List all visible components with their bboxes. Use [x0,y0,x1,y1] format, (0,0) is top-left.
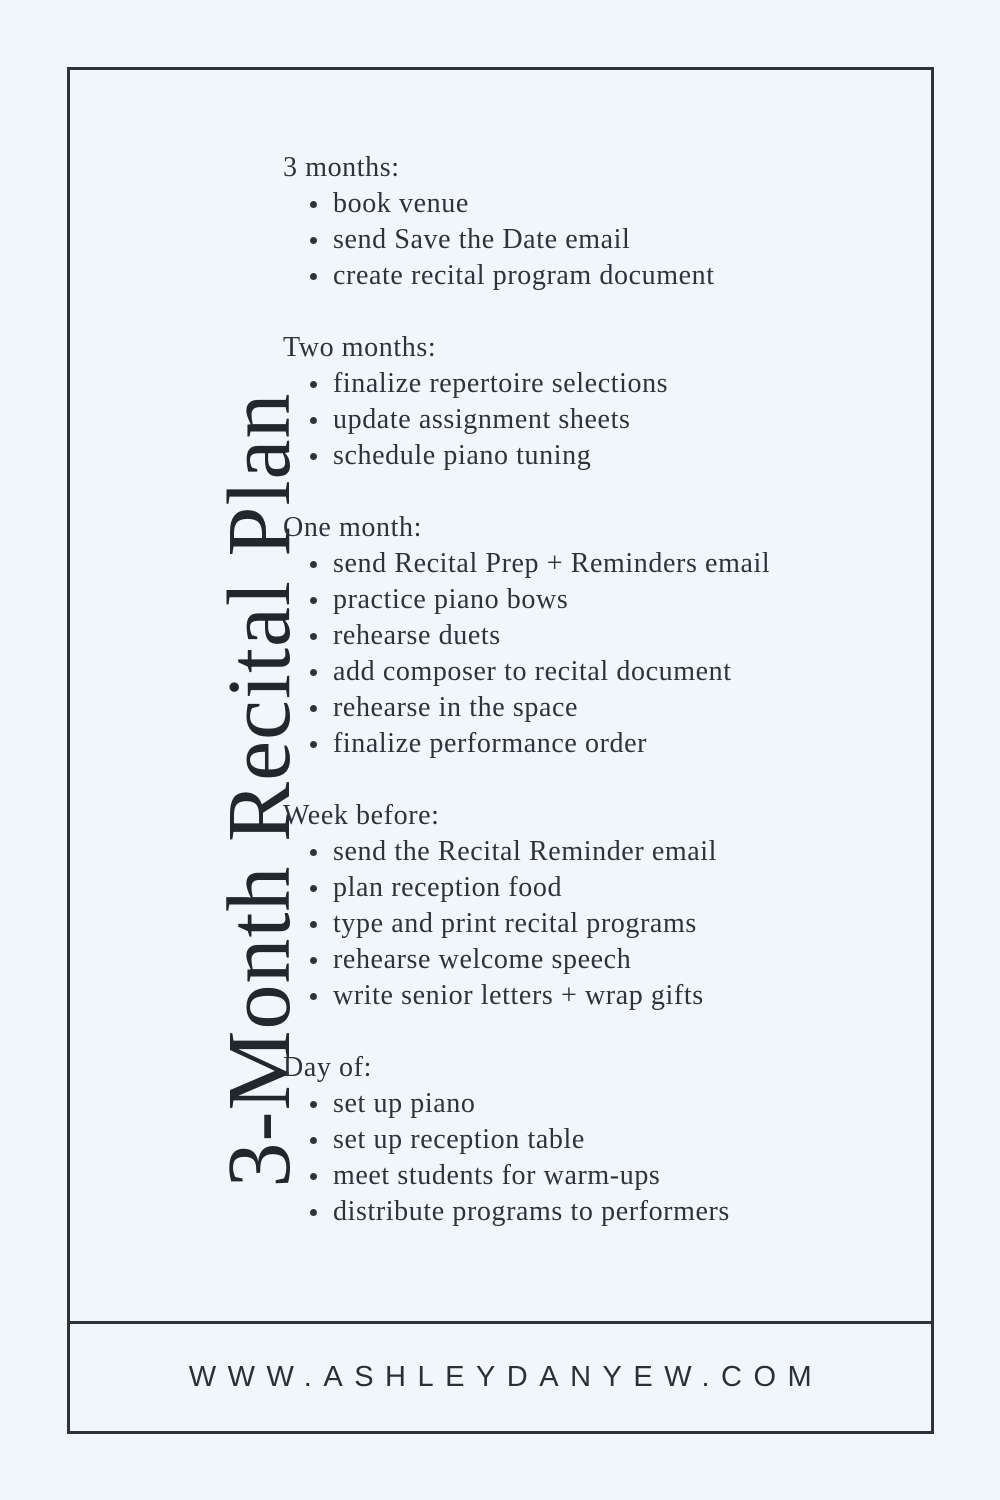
list-item: type and print recital programs [333,906,903,942]
list-item: distribute programs to performers [333,1194,903,1230]
list-item: rehearse duets [333,618,903,654]
section-three-months [283,150,903,294]
list-item: send Recital Prep + Reminders email [333,546,903,582]
task-list [283,186,903,294]
section-heading: 3 months: [283,152,400,183]
task-list [283,366,903,474]
list-item: add composer to recital document [333,654,903,690]
section-heading: Week before: [283,800,440,831]
website-url: WWW.ASHLEYDANYEW.COM [188,1361,824,1393]
list-item: plan reception food [333,870,903,906]
list-item: update assignment sheets [333,402,903,438]
list-item: schedule piano tuning [333,438,903,474]
section-two-months [283,330,903,474]
section-day-of [283,1050,903,1230]
task-list [283,1086,903,1230]
page-title: 3-Month Recital Plan [210,392,309,1188]
task-list [283,834,903,1014]
list-item: set up piano [333,1086,903,1122]
recital-plan [283,150,903,1266]
section-heading: One month: [283,512,422,543]
list-item: rehearse welcome speech [333,942,903,978]
list-item: write senior letters + wrap gifts [333,978,903,1014]
section-heading: Day of: [283,1052,372,1083]
list-item: send Save the Date email [333,222,903,258]
section-heading: Two months: [283,332,437,363]
list-item: finalize repertoire selections [333,366,903,402]
list-item: rehearse in the space [333,690,903,726]
list-item: set up reception table [333,1122,903,1158]
section-one-month [283,510,903,762]
list-item: finalize performance order [333,726,903,762]
task-list [283,546,903,762]
list-item: book venue [333,186,903,222]
list-item: create recital program document [333,258,903,294]
list-item: meet students for warm-ups [333,1158,903,1194]
section-week-before [283,798,903,1014]
list-item: practice piano bows [333,582,903,618]
list-item: send the Recital Reminder email [333,834,903,870]
